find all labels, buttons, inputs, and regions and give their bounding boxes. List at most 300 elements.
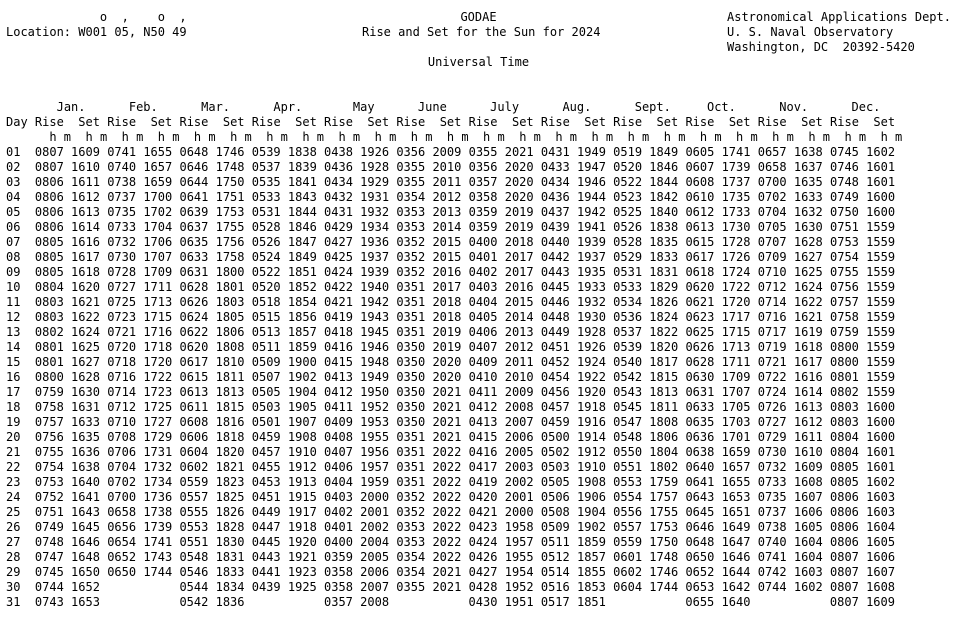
table-row	[6, 220, 902, 235]
set-time: 1923	[287, 565, 317, 579]
set-time: 2006	[504, 430, 534, 444]
rise-time: 0706	[107, 445, 137, 459]
rise-time: 0748	[34, 535, 64, 549]
rise-time: 0704	[757, 205, 787, 219]
rise-time: 0544	[179, 580, 209, 594]
set-time: 1606	[866, 550, 896, 564]
rise-time: 0438	[324, 145, 353, 159]
set-time: 1956	[360, 445, 390, 459]
rise-time: 0733	[107, 220, 137, 234]
rise-time: 0422	[324, 280, 353, 294]
rise-time: 0802	[830, 385, 859, 399]
rise-time: 0459	[251, 430, 281, 444]
rise-time: 0745	[34, 565, 64, 579]
set-time: 1934	[360, 220, 390, 234]
day-number: 03	[6, 175, 21, 189]
day-column-label: Day	[6, 115, 28, 129]
rise-time: 0425	[324, 250, 353, 264]
rise-time: 0804	[34, 280, 64, 294]
rise-time: 0533	[613, 280, 643, 294]
rise-time: 0611	[179, 400, 209, 414]
set-time: 1952	[504, 580, 534, 594]
rise-time: 0418	[324, 325, 353, 339]
set-time: 1739	[143, 520, 173, 534]
rise-time: 0744	[34, 580, 64, 594]
set-time: 1559	[866, 280, 896, 294]
rise-time: 0446	[540, 295, 570, 309]
rise-time: 0542	[613, 370, 643, 384]
rise-column-label: Rise	[179, 115, 209, 129]
set-time: 1843	[287, 190, 317, 204]
set-time: 1844	[649, 175, 679, 189]
set-column-label: Set	[150, 115, 173, 129]
rise-time: 0639	[179, 205, 209, 219]
set-time: 1750	[215, 175, 245, 189]
set-time: 1842	[649, 190, 679, 204]
set-time: 2015	[432, 250, 462, 264]
day-column-spacer	[6, 100, 35, 114]
hours-minutes-label: h m	[772, 130, 794, 144]
set-time: 1954	[504, 565, 534, 579]
rise-time: 0445	[540, 280, 570, 294]
set-time: 1604	[866, 520, 896, 534]
rise-time: 0404	[468, 295, 498, 309]
day-number: 18	[6, 400, 21, 414]
hours-minutes-label: h m	[627, 130, 650, 144]
rise-time: 0421	[324, 295, 353, 309]
day-number: 12	[6, 310, 21, 324]
rise-time: 0633	[179, 250, 209, 264]
day-number: 11	[6, 295, 21, 309]
rise-time: 0517	[540, 595, 570, 609]
set-time: 2021	[432, 430, 462, 444]
day-number: 31	[6, 595, 21, 609]
set-time: 1607	[866, 565, 896, 579]
rise-time: 0427	[324, 235, 353, 249]
rise-time: 0805	[34, 235, 64, 249]
set-time: 1931	[360, 190, 390, 204]
set-time: 2008	[360, 595, 390, 609]
rise-time: 0449	[540, 325, 570, 339]
rise-time: 0735	[107, 205, 137, 219]
rise-time: 0352	[396, 505, 426, 519]
set-time: 1613	[71, 205, 100, 219]
day-number: 27	[6, 535, 21, 549]
rise-time: 0447	[251, 520, 281, 534]
hours-minutes-label: h m	[410, 130, 433, 144]
set-time: 1711	[143, 280, 173, 294]
set-time: 1828	[215, 520, 245, 534]
rise-time: 0741	[107, 145, 137, 159]
rise-time: 0641	[179, 190, 209, 204]
table-row	[6, 475, 902, 490]
set-time: 1947	[577, 160, 606, 174]
set-time: 1908	[577, 475, 606, 489]
rise-time: 0443	[540, 265, 570, 279]
set-time: 2002	[360, 520, 390, 534]
rise-time: 0430	[468, 595, 498, 609]
set-time: 1600	[866, 430, 896, 444]
rise-time: 0650	[685, 550, 715, 564]
table-row	[6, 265, 902, 280]
hours-minutes-label: h m	[302, 130, 325, 144]
set-time: 1603	[866, 505, 896, 519]
rise-time: 0709	[757, 250, 787, 264]
rise-time: 0539	[251, 145, 281, 159]
set-time: 1951	[504, 595, 534, 609]
set-time: 1912	[287, 460, 317, 474]
rise-time: 0410	[468, 370, 498, 384]
rise-time: 0500	[540, 430, 570, 444]
rise-time: 0714	[107, 385, 137, 399]
set-time: 1926	[360, 145, 390, 159]
set-time: 1722	[721, 280, 751, 294]
set-time: 2022	[432, 490, 462, 504]
day-number: 22	[6, 460, 21, 474]
set-time: 1602	[866, 145, 896, 159]
day-number: 09	[6, 265, 21, 279]
rise-time: 0806	[830, 535, 859, 549]
rise-time: 0453	[251, 475, 281, 489]
rise-column-label: Rise	[685, 115, 715, 129]
rise-time: 0738	[107, 175, 137, 189]
set-time: 1831	[215, 550, 245, 564]
rise-time: 0426	[468, 550, 498, 564]
rise-time: 0431	[324, 205, 353, 219]
table-row	[6, 250, 902, 265]
rise-column-label: Rise	[107, 115, 137, 129]
day-number: 13	[6, 325, 21, 339]
rise-time: 0655	[685, 595, 715, 609]
set-time: 1624	[71, 325, 100, 339]
set-time: 1637	[793, 160, 823, 174]
set-time: 2014	[504, 310, 534, 324]
table-row	[6, 580, 902, 595]
hours-minutes-label: h m	[374, 130, 397, 144]
rise-time: 0756	[830, 280, 859, 294]
rise-time: 0807	[34, 160, 64, 174]
rise-time: 0528	[613, 235, 643, 249]
set-time: 1605	[866, 535, 896, 549]
set-time: 1709	[721, 370, 751, 384]
set-time: 2018	[432, 310, 462, 324]
sun-rise-set-table	[6, 100, 902, 610]
rise-time: 0547	[613, 415, 643, 429]
set-time: 1633	[793, 190, 823, 204]
rise-time: 0758	[830, 310, 859, 324]
set-column-label: Set	[439, 115, 462, 129]
rise-time: 0416	[324, 340, 353, 354]
set-time: 1856	[287, 310, 317, 324]
rise-time: 0656	[107, 520, 137, 534]
rise-time: 0749	[830, 190, 859, 204]
set-time: 1755	[215, 220, 245, 234]
rise-time: 0546	[179, 565, 209, 579]
rise-time: 0506	[540, 490, 570, 504]
rise-time: 0423	[468, 520, 498, 534]
rise-time: 0801	[34, 340, 64, 354]
set-time: 1631	[71, 400, 100, 414]
rise-time: 0505	[251, 385, 281, 399]
rise-time: 0351	[396, 325, 426, 339]
rise-time: 0751	[830, 220, 859, 234]
set-time: 1718	[143, 340, 173, 354]
rise-time: 0540	[613, 355, 643, 369]
rise-time: 0806	[34, 220, 64, 234]
rise-time: 0405	[468, 310, 498, 324]
set-time: 2013	[504, 325, 534, 339]
rise-time: 0441	[251, 565, 281, 579]
set-time: 1902	[577, 520, 606, 534]
rise-time: 0353	[396, 205, 426, 219]
rise-time: 0536	[613, 310, 643, 324]
set-time: 1857	[287, 325, 317, 339]
set-time: 1746	[649, 565, 679, 579]
rise-time: 0452	[540, 355, 570, 369]
set-time: 1838	[287, 145, 317, 159]
rise-time: 0751	[34, 505, 64, 519]
set-time: 1826	[649, 295, 679, 309]
table-row	[6, 235, 902, 250]
rise-time: 0631	[179, 265, 209, 279]
set-time: 1635	[71, 430, 100, 444]
month-label: Nov.	[764, 100, 830, 114]
rise-time: 0556	[613, 505, 643, 519]
set-time: 1643	[71, 505, 100, 519]
rise-time: 0557	[613, 520, 643, 534]
set-time: 1605	[793, 520, 823, 534]
set-time: 1614	[793, 385, 823, 399]
set-time: 1601	[866, 175, 896, 189]
rise-time: 0350	[396, 370, 426, 384]
rise-time: 0351	[396, 475, 426, 489]
rise-time: 0352	[396, 250, 426, 264]
rise-time: 0440	[540, 235, 570, 249]
rise-time: 0615	[179, 370, 209, 384]
set-time: 1609	[793, 460, 823, 474]
rise-time: 0710	[757, 265, 787, 279]
rise-time: 0534	[613, 295, 643, 309]
rise-time: 0526	[251, 235, 281, 249]
set-time: 1600	[866, 205, 896, 219]
set-time: 2021	[432, 400, 462, 414]
rise-column-label: Rise	[830, 115, 859, 129]
set-time: 1902	[287, 370, 317, 384]
rise-time: 0754	[830, 250, 859, 264]
rise-time: 0537	[251, 160, 281, 174]
rise-time: 0354	[396, 565, 426, 579]
set-time: 1709	[143, 265, 173, 279]
rise-time: 0757	[34, 415, 64, 429]
set-time: 1633	[71, 415, 100, 429]
set-time: 1612	[71, 190, 100, 204]
hours-minutes-label: h m	[591, 130, 614, 144]
set-time: 1734	[143, 475, 173, 489]
rise-time: 0608	[179, 415, 209, 429]
month-label: May	[331, 100, 397, 114]
set-time: 1759	[649, 475, 679, 489]
rise-time: 0433	[540, 160, 570, 174]
day-number: 17	[6, 385, 21, 399]
set-time: 1836	[215, 595, 245, 609]
rise-time: 0804	[830, 430, 859, 444]
set-time: 1820	[649, 340, 679, 354]
rise-time: 0442	[540, 250, 570, 264]
set-time: 2019	[504, 205, 534, 219]
rise-time: 0727	[757, 415, 787, 429]
table-row	[6, 490, 902, 505]
rise-time: 0658	[757, 160, 787, 174]
rise-time: 0757	[830, 295, 859, 309]
set-time: 1703	[721, 415, 751, 429]
set-time: 1618	[793, 340, 823, 354]
rise-time: 0633	[685, 400, 715, 414]
set-time: 1905	[287, 400, 317, 414]
rise-time: 0353	[396, 520, 426, 534]
table-row	[6, 190, 902, 205]
set-time: 2007	[504, 415, 534, 429]
rise-time: 0756	[34, 430, 64, 444]
rise-time: 0432	[324, 190, 353, 204]
set-time: 1704	[143, 220, 173, 234]
table-row	[6, 595, 902, 610]
month-label: July	[475, 100, 541, 114]
set-time: 1657	[143, 160, 173, 174]
set-time: 1648	[71, 550, 100, 564]
rise-column-label: Rise	[468, 115, 498, 129]
table-row	[6, 145, 902, 160]
set-time: 2009	[504, 385, 534, 399]
set-time: 1711	[721, 355, 751, 369]
rise-time: 0805	[34, 265, 64, 279]
rise-time: 0644	[179, 175, 209, 189]
rise-time: 0431	[540, 145, 570, 159]
rise-time: 0419	[324, 310, 353, 324]
rise-time: 0352	[396, 490, 426, 504]
set-time: 1705	[721, 400, 751, 414]
rise-time: 0434	[324, 175, 353, 189]
rise-time: 0518	[251, 295, 281, 309]
rise-time: 0533	[251, 190, 281, 204]
set-time: 1717	[721, 310, 751, 324]
rise-time: 0759	[830, 325, 859, 339]
rise-time: 0359	[468, 205, 498, 219]
set-time: 1559	[866, 295, 896, 309]
set-time: 1854	[287, 295, 317, 309]
rise-time: 0559	[179, 475, 209, 489]
set-time: 1852	[287, 280, 317, 294]
rise-time: 0553	[179, 520, 209, 534]
rise-time: 0755	[830, 265, 859, 279]
rise-time: 0806	[34, 175, 64, 189]
set-time: 1815	[215, 400, 245, 414]
set-time: 1645	[71, 520, 100, 534]
set-time: 1642	[721, 580, 751, 594]
rise-time: 0449	[251, 505, 281, 519]
rise-time: 0727	[107, 280, 137, 294]
rise-time: 0559	[613, 535, 643, 549]
set-time: 1801	[215, 280, 245, 294]
rise-time: 0350	[396, 400, 426, 414]
set-time: 1817	[649, 355, 679, 369]
month-label: Jan.	[42, 100, 108, 114]
table-row	[6, 505, 902, 520]
set-time: 1918	[287, 520, 317, 534]
set-column-label: Set	[78, 115, 100, 129]
set-time: 1604	[793, 550, 823, 564]
rise-time: 0350	[396, 355, 426, 369]
set-time: 1937	[360, 250, 390, 264]
rise-time: 0800	[34, 370, 64, 384]
set-column-label: Set	[656, 115, 679, 129]
hours-minutes-label: h m	[519, 130, 541, 144]
set-time: 1822	[649, 325, 679, 339]
rise-time: 0746	[830, 160, 859, 174]
hours-minutes-label: h m	[266, 130, 288, 144]
set-time: 1647	[721, 535, 751, 549]
set-time: 1910	[577, 460, 606, 474]
set-time: 1646	[71, 535, 100, 549]
set-time: 1713	[143, 295, 173, 309]
rise-time: 0712	[107, 400, 137, 414]
rise-time: 0429	[324, 220, 353, 234]
rise-time: 0605	[685, 145, 715, 159]
rise-time: 0403	[468, 280, 498, 294]
day-number: 14	[6, 340, 21, 354]
rise-time: 0413	[324, 370, 353, 384]
rise-time: 0700	[107, 490, 137, 504]
rise-time: 0806	[830, 520, 859, 534]
rise-time: 0730	[107, 250, 137, 264]
set-time: 1844	[287, 205, 317, 219]
rise-time: 0755	[34, 445, 64, 459]
rise-time: 0357	[468, 175, 498, 189]
set-time: 1559	[866, 310, 896, 324]
rise-time: 0704	[107, 460, 137, 474]
rise-time: 0643	[685, 490, 715, 504]
set-time: 1603	[793, 565, 823, 579]
rise-time: 0526	[613, 220, 643, 234]
set-time: 2016	[504, 280, 534, 294]
rise-time: 0621	[685, 295, 715, 309]
rise-time: 0537	[613, 325, 643, 339]
rise-time: 0502	[540, 445, 570, 459]
rise-time: 0509	[540, 520, 570, 534]
rise-time: 0630	[685, 370, 715, 384]
rise-time: 0424	[324, 265, 353, 279]
set-time: 1616	[71, 235, 100, 249]
set-time: 1857	[577, 550, 606, 564]
set-time: 1632	[793, 205, 823, 219]
set-time: 1559	[866, 340, 896, 354]
rise-time: 0415	[324, 355, 353, 369]
set-time: 1720	[143, 355, 173, 369]
rise-time: 0620	[685, 280, 715, 294]
rise-column-label: Rise	[396, 115, 426, 129]
set-time: 1906	[577, 490, 606, 504]
rise-time: 0413	[468, 415, 498, 429]
set-time: 1957	[504, 535, 534, 549]
rise-time: 0628	[179, 280, 209, 294]
rise-time: 0412	[468, 400, 498, 414]
day-number: 24	[6, 490, 21, 504]
set-time: 1915	[287, 490, 317, 504]
set-time: 1826	[215, 505, 245, 519]
set-time: 1800	[215, 265, 245, 279]
set-time: 1853	[577, 580, 606, 594]
set-column-label: Set	[584, 115, 606, 129]
rise-time: 0806	[830, 505, 859, 519]
